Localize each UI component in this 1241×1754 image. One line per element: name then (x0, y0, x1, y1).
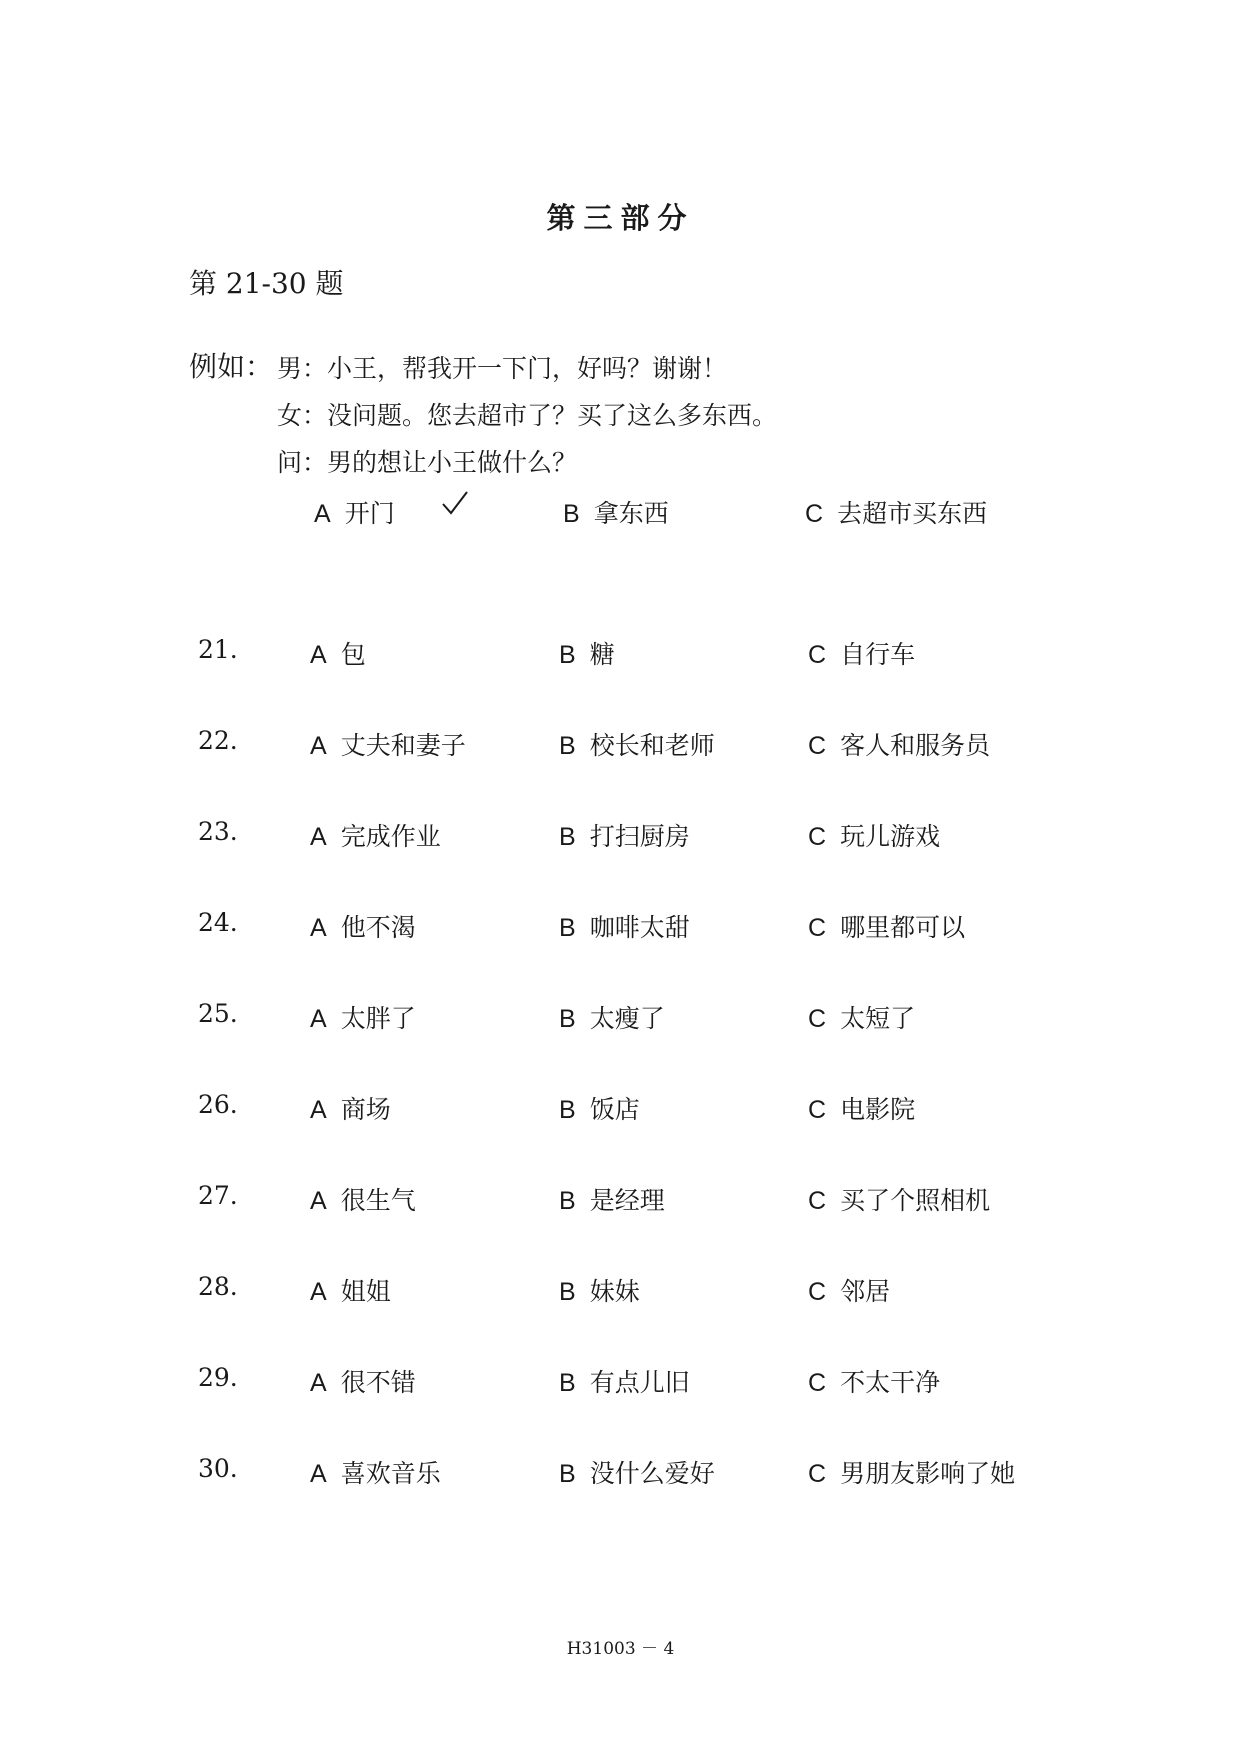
option-text: 很不错 (340, 1368, 416, 1397)
question-option-c (808, 1454, 1015, 1490)
option-text: 太胖了 (340, 1004, 416, 1033)
option-text: 是经理 (589, 1186, 665, 1215)
option-letter: B (559, 732, 576, 760)
option-text: 商场 (340, 1095, 391, 1124)
question-number: 28. (198, 1272, 238, 1301)
option-letter: C (808, 1278, 827, 1306)
example-line-woman: 女：没问题。您去超市了？买了这么多东西。 (277, 401, 778, 430)
question-option-a (310, 817, 441, 853)
option-text: 太瘦了 (589, 1004, 665, 1033)
checkmark-icon (441, 490, 469, 516)
option-text: 电影院 (840, 1095, 916, 1124)
option-text: 去超市买东西 (837, 499, 988, 528)
question-option-c (808, 635, 915, 671)
option-letter: B (559, 1096, 576, 1124)
option-letter: A (310, 1096, 327, 1124)
question-option-a (310, 1272, 391, 1308)
question-number: 30. (198, 1454, 238, 1483)
option-letter: B (559, 1369, 576, 1397)
question-number: 26. (198, 1090, 238, 1119)
option-letter: A (310, 1005, 327, 1033)
question-option-b (559, 1363, 690, 1399)
option-text: 饭店 (589, 1095, 640, 1124)
option-letter: A (310, 641, 327, 669)
question-number: 29. (198, 1363, 238, 1392)
option-text: 丈夫和妻子 (340, 731, 466, 760)
option-text: 客人和服务员 (840, 731, 991, 760)
question-option-a (310, 1363, 416, 1399)
option-letter: C (805, 500, 824, 528)
example-option-c (805, 494, 987, 530)
option-text: 姐姐 (340, 1277, 391, 1306)
option-letter: A (310, 1278, 327, 1306)
option-text: 他不渴 (340, 913, 416, 942)
question-option-b (559, 1454, 715, 1490)
option-text: 没什么爱好 (589, 1459, 715, 1488)
question-option-a (310, 1090, 391, 1126)
question-option-c (808, 1181, 990, 1217)
option-text: 打扫厨房 (589, 822, 690, 851)
option-text: 哪里都可以 (840, 913, 966, 942)
question-number: 24. (198, 908, 238, 937)
option-letter: A (310, 732, 327, 760)
option-text: 开门 (344, 499, 395, 528)
question-number: 21. (198, 635, 238, 664)
question-option-c (808, 1090, 915, 1126)
option-letter: A (310, 1369, 327, 1397)
option-letter: B (559, 1460, 576, 1488)
example-label: 例如： (189, 350, 274, 383)
option-letter: A (314, 500, 331, 528)
option-text: 买了个照相机 (840, 1186, 991, 1215)
question-range-label: 第 21-30 题 (189, 267, 344, 300)
option-letter: A (310, 914, 327, 942)
question-option-b (559, 908, 690, 944)
option-letter: C (808, 732, 827, 760)
option-letter: B (559, 914, 576, 942)
question-option-c (808, 1272, 890, 1308)
option-text: 包 (340, 640, 366, 669)
option-letter: C (808, 1187, 827, 1215)
option-letter: A (310, 1187, 327, 1215)
option-text: 自行车 (840, 640, 916, 669)
question-option-a (310, 1454, 441, 1490)
option-text: 校长和老师 (589, 731, 715, 760)
option-letter: C (808, 1005, 827, 1033)
option-text: 喜欢音乐 (340, 1459, 441, 1488)
question-option-a (310, 999, 416, 1035)
page-footer: H31003 － 4 (566, 1639, 675, 1659)
example-option-a (314, 494, 395, 530)
question-option-c (808, 1363, 940, 1399)
option-letter: B (563, 500, 580, 528)
option-letter: A (310, 823, 327, 851)
question-option-a (310, 908, 416, 944)
option-text: 有点儿旧 (589, 1368, 690, 1397)
option-letter: A (310, 1460, 327, 1488)
option-text: 很生气 (340, 1186, 416, 1215)
option-letter: C (808, 1460, 827, 1488)
example-option-b (563, 494, 669, 530)
option-letter: C (808, 1096, 827, 1124)
option-text: 拿东西 (593, 499, 669, 528)
question-option-b (559, 726, 715, 762)
question-option-c (808, 908, 965, 944)
question-number: 25. (198, 999, 238, 1028)
question-option-a (310, 726, 466, 762)
question-option-c (808, 999, 915, 1035)
option-text: 玩儿游戏 (840, 822, 941, 851)
option-text: 男朋友影响了她 (840, 1459, 1016, 1488)
option-text: 太短了 (840, 1004, 916, 1033)
option-text: 不太干净 (840, 1368, 941, 1397)
option-letter: B (559, 823, 576, 851)
option-text: 邻居 (840, 1277, 891, 1306)
question-option-b (559, 1090, 640, 1126)
option-text: 糖 (589, 640, 615, 669)
question-number: 23. (198, 817, 238, 846)
option-letter: C (808, 641, 827, 669)
option-letter: B (559, 1187, 576, 1215)
option-text: 完成作业 (340, 822, 441, 851)
question-option-b (559, 1272, 640, 1308)
question-option-c (808, 726, 990, 762)
option-letter: C (808, 1369, 827, 1397)
option-letter: B (559, 1278, 576, 1306)
example-line-man: 男：小王，帮我开一下门，好吗？谢谢！ (277, 354, 728, 383)
option-letter: C (808, 914, 827, 942)
option-letter: C (808, 823, 827, 851)
example-line-question: 问：男的想让小王做什么？ (277, 448, 578, 477)
option-text: 咖啡太甜 (589, 913, 690, 942)
option-letter: B (559, 641, 576, 669)
question-number: 27. (198, 1181, 238, 1210)
question-option-b (559, 635, 615, 671)
question-option-a (310, 635, 366, 671)
option-text: 妹妹 (589, 1277, 640, 1306)
question-option-a (310, 1181, 416, 1217)
section-title: 第三部分 (546, 201, 695, 235)
option-letter: B (559, 1005, 576, 1033)
question-option-b (559, 999, 665, 1035)
question-option-b (559, 1181, 665, 1217)
question-option-c (808, 817, 940, 853)
question-number: 22. (198, 726, 238, 755)
question-option-b (559, 817, 690, 853)
